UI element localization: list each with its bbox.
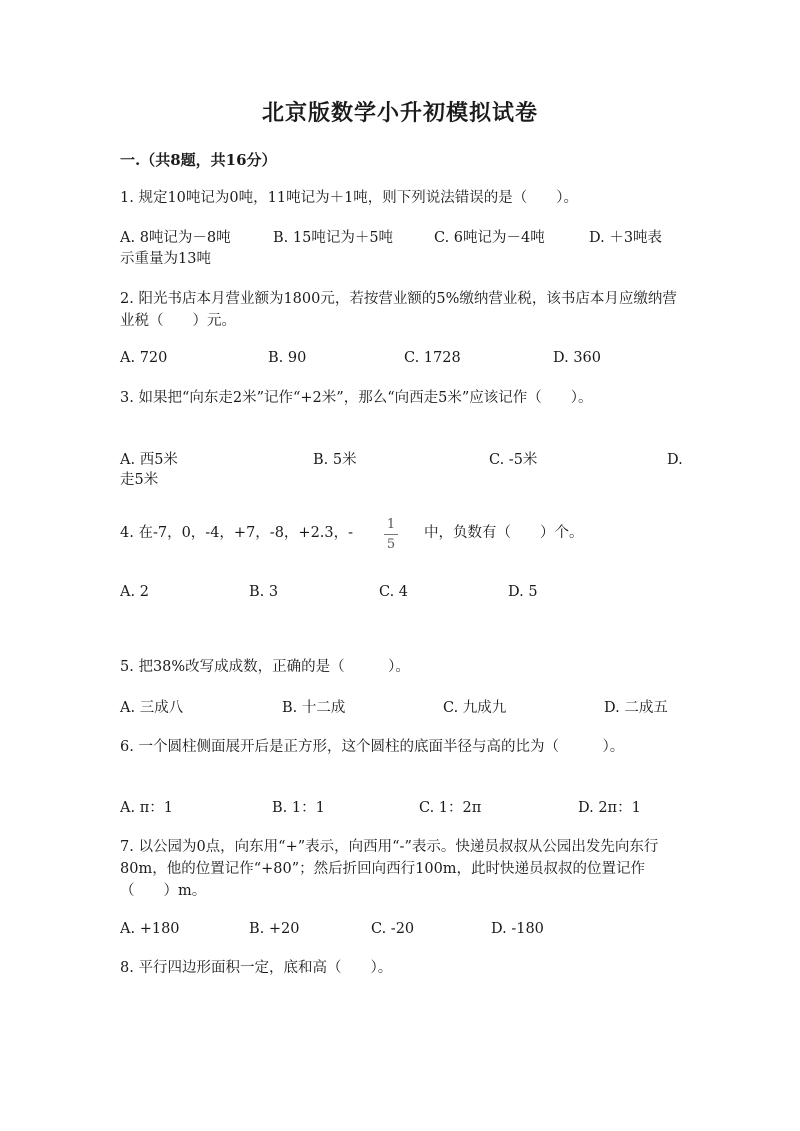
question-3-option-a: A. 西5米 [120,452,178,468]
question-6-stem: 6. 一个圆柱侧面展开后是正方形，这个圆柱的底面半径与高的比为（ ）。 [120,739,625,755]
question-2-stem: 2. 阳光书店本月营业额为1800元，若按营业额的5%缴纳营业税，该书店本月应缴纳营业税（ ）元。 [120,291,677,329]
question-4-option-a: A. 2 [120,584,149,600]
question-2-option-c: C. 1728 [404,350,461,366]
question-4-stem-part2: 中，负数有（ ）个。 [424,525,584,541]
question-8-stem: 8. 平行四边形面积一定，底和高（ ）。 [120,960,393,976]
question-4-fraction [384,518,398,551]
question-5-option-b: B. 十二成 [282,700,346,716]
question-2-option-d: D. 360 [553,350,602,366]
question-4-stem-part1: 4. 在-7，0，-4，+7，-8，+2.3，- [120,525,354,541]
question-3-option-c: C. -5米 [489,452,538,468]
question-1-option-c: C. 6吨记为－4吨 [434,230,545,246]
question-5-option-c: C. 九成九 [443,700,507,716]
question-7-stem: 7. 以公园为0点，向东用“+”表示，向西用“-”表示。快递员叔叔从公园出发先向东行80m，他的位置记作“+80”；然后折回向西行100m，此时快递员叔叔的位置记作（ ）m。 [120,839,659,899]
question-3-option-d-continued: 走5米 [120,472,159,488]
question-6-option-b: B. 1：1 [272,800,325,816]
question-7-option-b: B. +20 [249,921,300,937]
question-4-option-c: C. 4 [379,584,409,600]
question-6-option-a: A. π：1 [120,800,173,816]
page-title: 北京版数学小升初模拟试卷 [261,100,538,126]
fraction-numerator: 1 [386,517,396,532]
question-7-option-a: A. +180 [120,921,180,937]
fraction-denominator: 5 [386,537,396,552]
question-7-option-c: C. -20 [371,921,415,937]
question-6-option-d: D. 2π：1 [578,800,641,816]
question-4-option-d: D. 5 [508,584,538,600]
question-2-option-b: B. 90 [268,350,307,366]
question-7-option-d: D. -180 [491,921,544,937]
question-3-option-d: D. [667,452,683,468]
question-3-stem: 3. 如果把“向东走2米”记作“+2米”，那么“向西走5米”应该记作（ ）。 [120,390,593,406]
question-5-option-a: A. 三成八 [120,700,184,716]
question-1-option-a: A. 8吨记为－8吨 [120,230,231,246]
fraction-bar [384,534,398,535]
question-1-option-d: D. ＋3吨表 [589,230,663,246]
section-header: 一.（共8题，共16分） [120,151,277,169]
question-6-option-c: C. 1：2π [419,800,482,816]
question-4-option-b: B. 3 [249,584,279,600]
question-5-option-d: D. 二成五 [604,700,668,716]
question-1-option-d-continued: 示重量为13吨 [120,251,211,267]
question-3-option-b: B. 5米 [313,452,357,468]
question-1-stem: 1. 规定10吨记为0吨，11吨记为＋1吨，则下列说法错误的是（ ）。 [120,190,579,206]
question-5-stem: 5. 把38%改写成成数，正确的是（ ）。 [120,659,410,675]
question-1-option-b: B. 15吨记为＋5吨 [273,230,394,246]
question-2-option-a: A. 720 [120,350,168,366]
